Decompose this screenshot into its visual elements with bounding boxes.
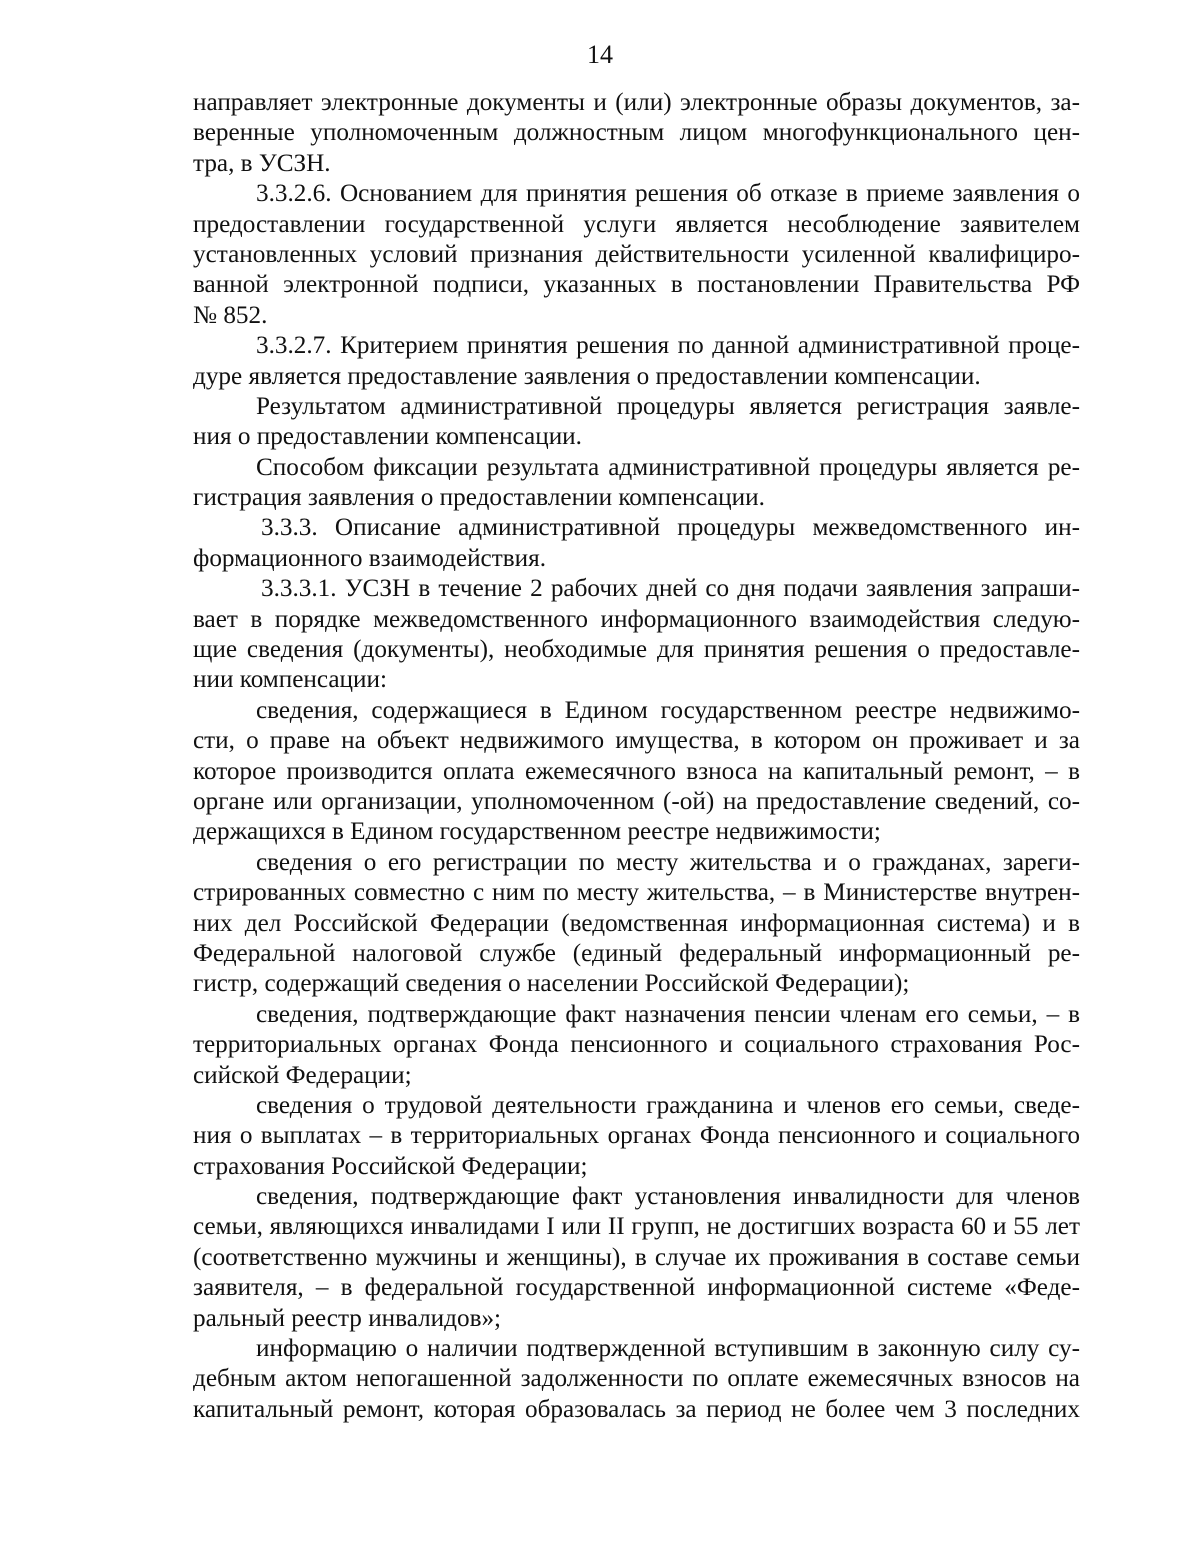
text-line: 3.3.2.6. Основанием для принятия решения об отказе в приеме заявления о (256, 180, 1080, 208)
text-line: установленных условий признания действительности усиленной квалифициро- (193, 240, 1080, 268)
page-number: 14 (587, 40, 613, 69)
paragraph-p-3-3-2-6 (193, 179, 1080, 331)
text-line: 3.3.3. Описание административной процедуры межведомственного ин- (261, 514, 1080, 542)
text-line: ния о предоставлении компенсации. (193, 423, 582, 451)
text-line: сведения, подтверждающие факт установления инвалидности для членов (256, 1183, 1080, 1211)
text-line: Федеральной налоговой службе (единый федеральный информационный ре- (193, 939, 1080, 967)
text-line: капитальный ремонт, которая образовалась за период не более чем 3 последних (193, 1395, 1080, 1423)
text-line: дуре является предоставление заявления о предоставлении компенсации. (193, 362, 981, 390)
paragraph-p-labor (193, 1091, 1080, 1182)
text-line: предоставлении государственной услуги является несоблюдение заявителем (193, 210, 1080, 238)
text-line: ральный реестр инвалидов»; (193, 1304, 502, 1332)
paragraph-p-pension (193, 1000, 1080, 1091)
text-line: Способом фиксации результата административной процедуры является ре- (256, 453, 1080, 481)
text-line: направляет электронные документы и (или) электронные образы документов, за- (193, 89, 1080, 116)
document-body (193, 88, 1080, 1425)
text-line: них дел Российской Федерации (ведомственная информационная система) и в (193, 909, 1080, 937)
paragraph-p-continuation (193, 88, 1080, 179)
text-line: формационного взаимодействия. (193, 544, 546, 572)
text-line: страхования Российской Федерации; (193, 1152, 588, 1180)
text-line: гистрация заявления о предоставлении компенсации. (193, 484, 765, 512)
text-line: сведения о его регистрации по месту жительства и о гражданах, зареги- (256, 848, 1080, 876)
text-line: Результатом административной процедуры является регистрация заявле- (256, 392, 1080, 420)
paragraph-p-3-3-2-7 (193, 331, 1080, 392)
text-line: сийской Федерации; (193, 1061, 412, 1089)
text-line: 3.3.3.1. УСЗН в течение 2 рабочих дней со дня подачи заявления запраши- (261, 575, 1080, 603)
text-line: сведения о трудовой деятельности гражданина и членов его семьи, сведе- (256, 1091, 1080, 1119)
text-line: сведения, содержащиеся в Едином государственном реестре недвижимо- (256, 696, 1080, 724)
paragraph-p-debt (193, 1334, 1080, 1425)
text-line: заявителя, – в федеральной государственной информационной системе «Феде- (193, 1274, 1080, 1302)
text-line: территориальных органах Фонда пенсионного и социального страхования Рос- (193, 1031, 1080, 1059)
paragraph-p-registration (193, 848, 1080, 1000)
paragraph-p-3-3-3 (193, 513, 1080, 574)
text-line: тра, в УСЗН. (193, 149, 331, 177)
text-line: 3.3.2.7. Критерием принятия решения по данной административной проце- (256, 332, 1080, 360)
paragraph-p-3-3-3-1 (193, 574, 1080, 696)
paragraph-p-egrn (193, 696, 1080, 848)
paragraph-p-fixation (193, 453, 1080, 514)
text-line: информацию о наличии подтвержденной вступившим в законную силу су- (256, 1335, 1080, 1363)
text-line: сти, о праве на объект недвижимого имущества, в котором он проживает и за (193, 727, 1080, 755)
text-line: дебным актом непогашенной задолженности по оплате ежемесячных взносов на (193, 1365, 1080, 1393)
paragraph-p-result (193, 392, 1080, 453)
text-line: ванной электронной подписи, указанных в постановлении Правительства РФ (193, 271, 1080, 299)
text-line: гистр, содержащий сведения о населении Российской Федерации); (193, 970, 910, 998)
text-line: нии компенсации: (193, 666, 387, 694)
text-line: веренные уполномоченным должностным лицом многофункционального цен- (193, 119, 1080, 147)
text-line: держащихся в Едином государственном реестре недвижимости; (193, 818, 881, 846)
text-line: которое производится оплата ежемесячного взноса на капитальный ремонт, – в (193, 757, 1080, 785)
text-line: семьи, являющихся инвалидами I или II групп, не достигших возраста 60 и 55 лет (193, 1213, 1080, 1241)
text-line: стрированных совместно с ним по месту жительства, – в Министерстве внутрен- (193, 879, 1080, 907)
paragraph-p-disability (193, 1182, 1080, 1334)
text-line: (соответственно мужчины и женщины), в случае их проживания в составе семьи (193, 1243, 1080, 1271)
text-line: щие сведения (документы), необходимые для принятия решения о предоставле- (193, 636, 1080, 664)
text-line: ния о выплатах – в территориальных органах Фонда пенсионного и социального (193, 1122, 1080, 1150)
text-line: № 852. (193, 301, 268, 329)
text-line: органе или организации, уполномоченном (-ой) на предоставление сведений, со- (193, 787, 1080, 815)
text-line: сведения, подтверждающие факт назначения пенсии членам его семьи, – в (256, 1000, 1080, 1028)
text-line: вает в порядке межведомственного информационного взаимодействия следую- (193, 605, 1080, 633)
